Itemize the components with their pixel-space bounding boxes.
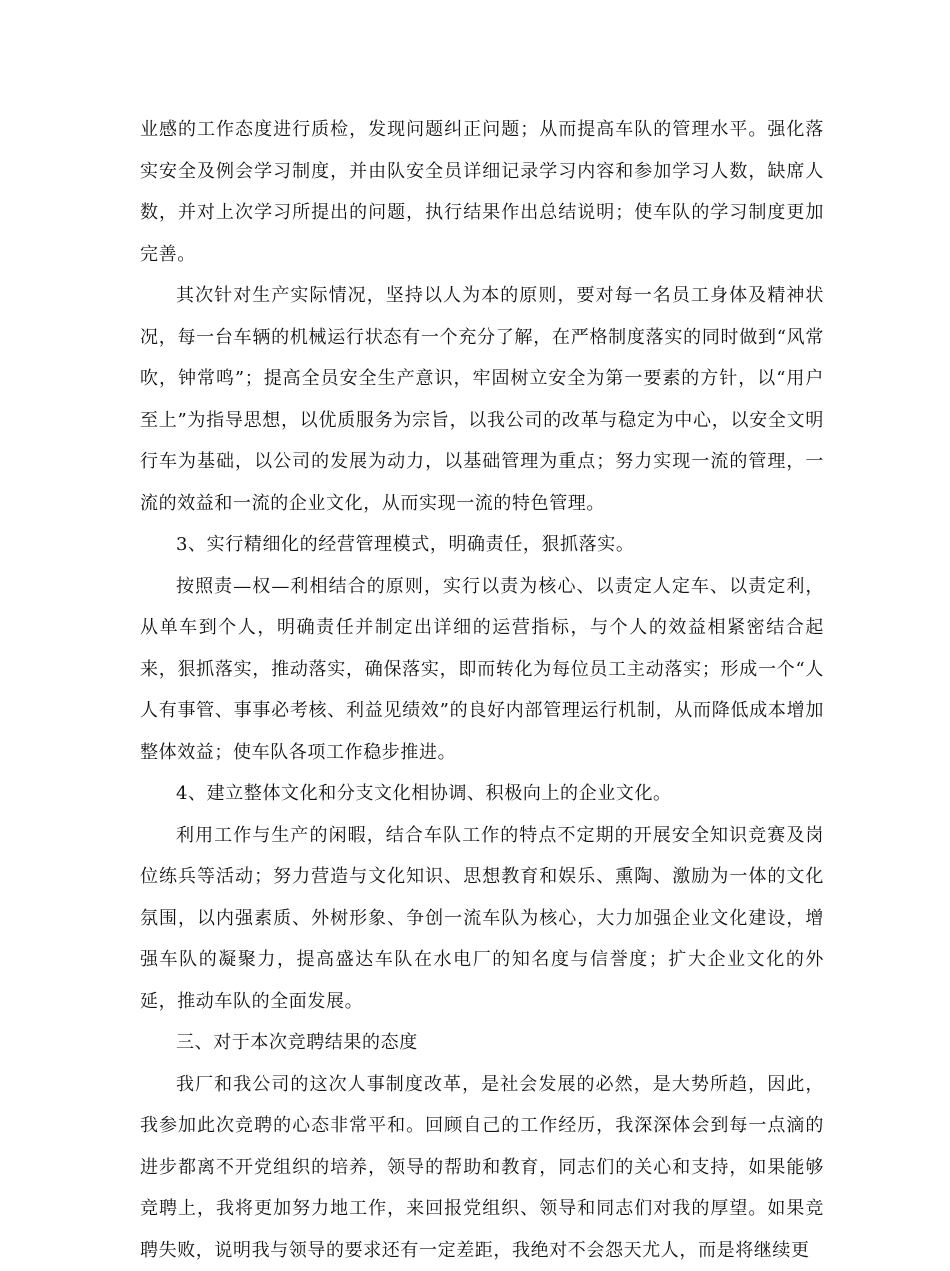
heading-item-4: 4、建立整体文化和分支文化相协调、积极向上的企业文化。 (140, 773, 824, 815)
paragraph-responsibility: 按照责—权—利相结合的原则，实行以责为核心、以责定人定车、以责定利，从单车到个人，明确责任并制定出详细的运营指标，与个人的效益相紧密结合起来，狠抓落实，推动落实，确保落实，即而转化为每位员工主动落实；形成一个“人人有事管、事事必考核、利益见绩效”的良好内部管理运行机制，从而降低成本增加整体效益；使车队各项工作稳步推进。 (140, 566, 824, 774)
paragraph-continued: 业感的工作态度进行质检，发现问题纠正问题；从而提高车队的管理水平。强化落实安全及例会学习制度，并由队安全员详细记录学习内容和参加学习人数，缺席人数，并对上次学习所提出的问题，执行结果作出总结说明；使车队的学习制度更加完善。 (140, 109, 824, 275)
paragraph-management-principles: 其次针对生产实际情况，坚持以人为本的原则，要对每一名员工身体及精神状况，每一台车辆的机械运行状态有一个充分了解，在严格制度落实的同时做到“风常吹，钟常鸣”；提高全员安全生产意识，牢固树立安全为第一要素的方针，以“用户至上”为指导思想，以优质服务为宗旨，以我公司的改革与稳定为中心，以安全文明行车为基础，以公司的发展为动力，以基础管理为重点；努力实现一流的管理，一流的效益和一流的企业文化，从而实现一流的特色管理。 (140, 275, 824, 524)
paragraph-culture: 利用工作与生产的闲暇，结合车队工作的特点不定期的开展安全知识竞赛及岗位练兵等活动；努力营造与文化知识、思想教育和娱乐、熏陶、激励为一体的文化氛围，以内强素质、外树形象、争创一流车队为核心，大力加强企业文化建设，增强车队的凝聚力，提高盛达车队在水电厂的知名度与信誉度；扩大企业文化的外延，推动车队的全面发展。 (140, 815, 824, 1023)
heading-item-3: 3、实行精细化的经营管理模式，明确责任，狠抓落实。 (140, 524, 824, 566)
paragraph-attitude: 我厂和我公司的这次人事制度改革，是社会发展的必然，是大势所趋，因此，我参加此次竞聘的心态非常平和。回顾自己的工作经历，我深深体会到每一点滴的进步都离不开党组织的培养，领导的帮助和教育，同志们的关心和支持，如果能够竞聘上，我将更加努力地工作，来回报党组织、领导和同志们对我的厚望。如果竞聘失败，说明我与领导的要求还有一定差距，我绝对不会怨天尤人，而是将继续更 (140, 1064, 824, 1271)
document-body (140, 109, 824, 1271)
heading-section-3: 三、对于本次竞聘结果的态度 (140, 1022, 824, 1064)
